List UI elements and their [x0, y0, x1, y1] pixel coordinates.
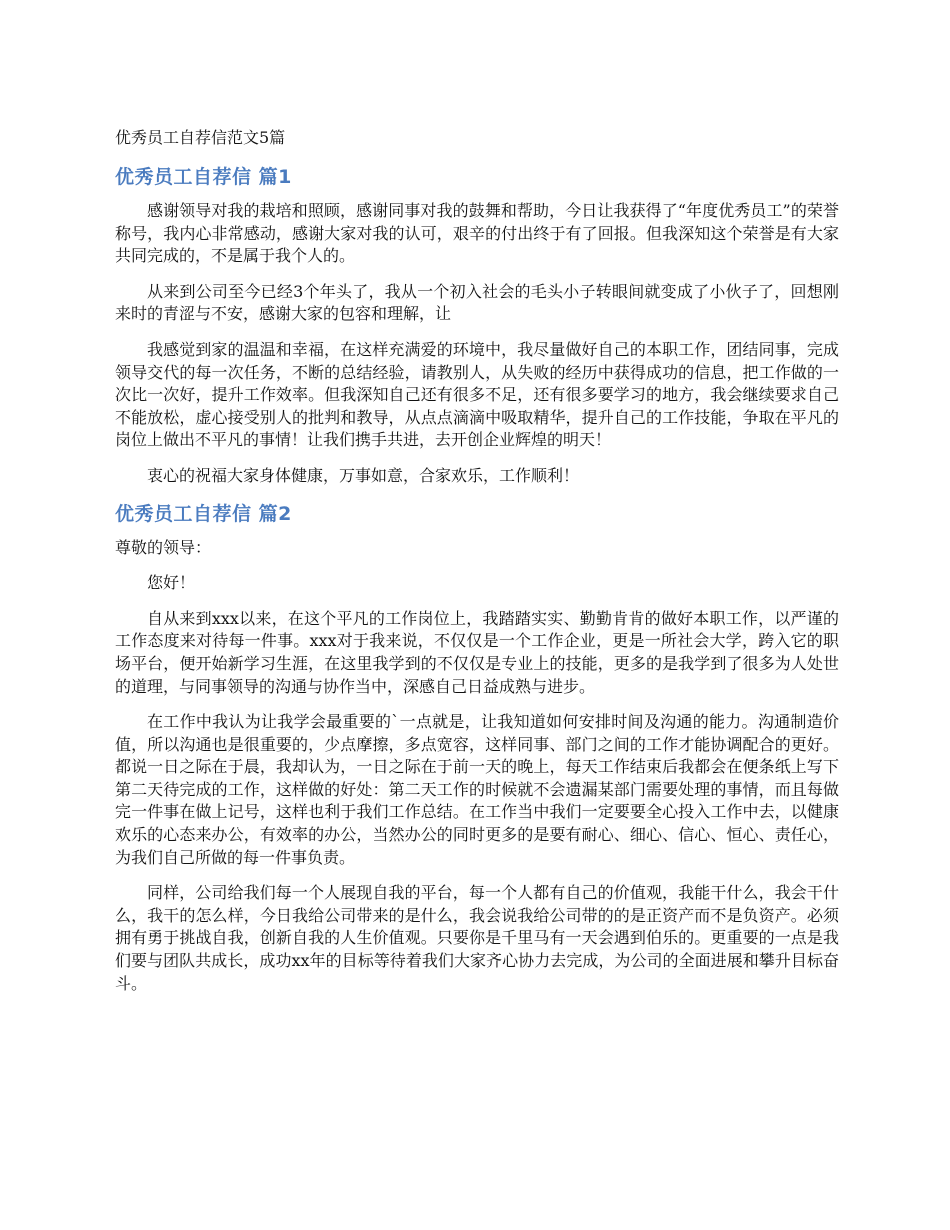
paragraph: 自从来到xxx以来，在这个平凡的工作岗位上，我踏踏实实、勤勤肯肯的做好本职工作，以严谨的工作态度来对待每一件事。xxx对于我来说，不仅仅是一个工作企业，更是一所社会大学，跨入它的职场平台，便开始新学习生涯，在这里我学到的不仅仅是专业上的技能，更多的是我学到了很多为人处世的道理，与同事领导的沟通与协作当中，深感自己日益成熟与进步。: [115, 608, 839, 696]
document-title: 优秀员工自荐信范文5篇: [115, 128, 286, 147]
paragraph: 同样，公司给我们每一个人展现自我的平台，每一个人都有自己的价值观，我能干什么，我会干什么，我干的怎么样，今日我给公司带来的是什么，我会说我给公司带的的是正资产而不是负资产。必须拥有勇于挑战自我，创新自我的人生价值观。只要你是千里马有一天会遇到伯乐的。更重要的一点是我们要与团队共成长，成功xx年的目标等待着我们大家齐心协力去完成，为公司的全面进展和攀升目标奋斗。: [115, 883, 839, 993]
salutation: 尊敬的领导：: [115, 537, 212, 557]
document-page: [115, 126, 839, 1008]
paragraph: 您好！: [147, 573, 196, 593]
section-heading: 优秀员工自荐信 篇2: [115, 502, 292, 525]
paragraph: 衷心的祝福大家身体健康，万事如意，合家欢乐，工作顺利！: [147, 465, 580, 485]
paragraph: 在工作中我认为让我学会最重要的`一点就是，让我知道如何安排时间及沟通的能力。沟通制造价值，所以沟通也是很重要的，少点摩擦，多点宽容，这样同事、部门之间的工作才能协调配合的更好。都说一日之际在于晨，我却认为，一日之际在于前一天的晚上，每天工作结束后我都会在便条纸上写下第二天待完成的工作，这样做的好处：第二天工作的时候就不会遗漏某部门需要处理的事情，而且每做完一件事在做上记号，这样也利于我们工作总结。在工作当中我们一定要要全心投入工作中去，以健康欢乐的心态来办公，有效率的办公，当然办公的同时更多的是要有耐心、细心、信心、恒心、责任心，为我们自己所做的每一件事负责。: [115, 712, 839, 867]
section-heading: 优秀员工自荐信 篇1: [115, 166, 292, 188]
section-1: [115, 164, 839, 488]
paragraph: 感谢领导对我的栽培和照顾，感谢同事对我的鼓舞和帮助，今日让我获得了“年度优秀员工”的荣誉称号，我内心非常感动，感谢大家对我的认可，艰辛的付出终于有了回报。但我深知这个荣誉是有大家共同完成的，不是属于我个人的。: [115, 201, 839, 266]
section-2: [115, 501, 839, 996]
paragraph: 我感觉到家的温温和幸福，在这样充满爱的环境中，我尽量做好自己的本职工作，团结同事，完成领导交代的每一次任务，不断的总结经验，请教别人，从失败的经历中获得成功的信息，把工作做的一次比一次好，提升工作效率。但我深知自己还有很多不足，还有很多要学习的地方，我会继续要求自己不能放松，虚心接受别人的批判和教导，从点点滴滴中吸取精华，提升自己的工作技能，争取在平凡的岗位上做出不平凡的事情！让我们携手共进，去开创企业辉煌的明天！: [115, 339, 839, 450]
paragraph: 从来到公司至今已经3个年头了，我从一个初入社会的毛头小子转眼间就变成了小伙子了，回想刚来时的青涩与不安，感谢大家的包容和理解，让: [115, 281, 839, 324]
